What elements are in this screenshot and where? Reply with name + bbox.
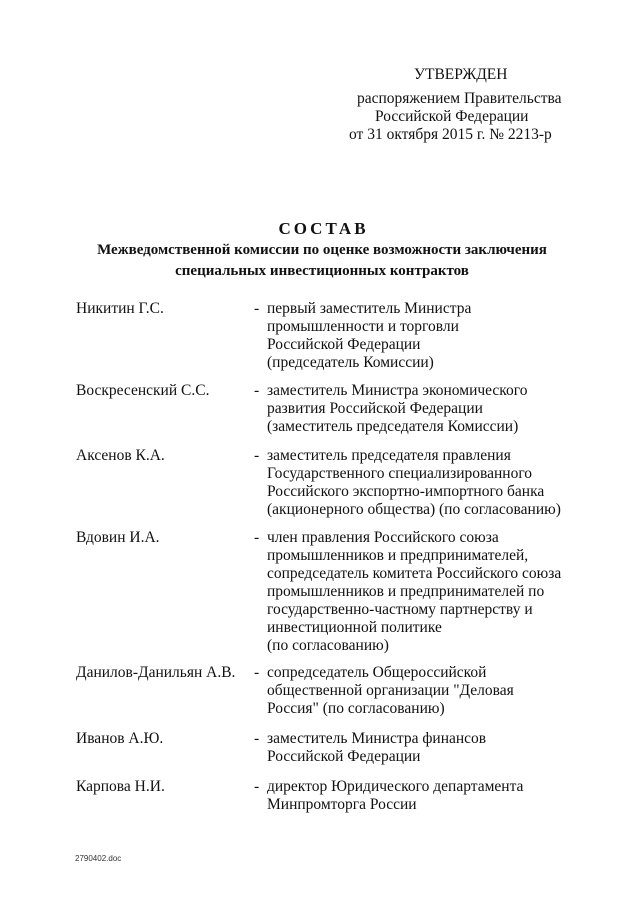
member-role: директор Юридического департамента Минпромторга России bbox=[267, 778, 524, 813]
approval-heading: УТВЕРЖДЕН bbox=[414, 66, 508, 83]
member-name: Воскресенский С.С. bbox=[76, 382, 210, 399]
member-name: Аксенов К.А. bbox=[76, 447, 165, 464]
member-role: заместитель председателя правления Государственного специализированного Российского экспортно-импортного банка (акционерного общества) (по согласованию) bbox=[267, 447, 561, 518]
document-subtitle-line-2: специальных инвестиционных контрактов bbox=[175, 263, 469, 279]
member-separator: - bbox=[254, 778, 260, 795]
member-name: Иванов А.Ю. bbox=[76, 730, 164, 747]
document-title: СОСТАВ bbox=[278, 219, 369, 238]
member-name: Вдовин И.А. bbox=[76, 529, 160, 546]
member-name: Карпова Н.И. bbox=[76, 778, 165, 795]
member-role: член правления Российского союза промышленников и предпринимателей, сопредседатель комитета Российского союза промышленников и предпринимателей по государственно-частному партнерству и инвестиционной политике (по согласованию) bbox=[267, 529, 562, 654]
member-separator: - bbox=[254, 529, 260, 546]
member-separator: - bbox=[254, 447, 260, 464]
member-separator: - bbox=[254, 382, 260, 399]
member-role: заместитель Министра финансов Российской Федерации bbox=[267, 730, 487, 765]
member-separator: - bbox=[254, 730, 260, 747]
approval-line-3: от 31 октября 2015 г. № 2213-р bbox=[349, 126, 552, 143]
member-role: сопредседатель Общероссийской общественной организации "Деловая Россия" (по согласованию) bbox=[267, 664, 514, 717]
member-role: заместитель Министра экономического развития Российской Федерации (заместитель председателя Комиссии) bbox=[267, 382, 528, 435]
file-name-footer: 2790402.doc bbox=[75, 854, 122, 863]
member-separator: - bbox=[254, 664, 260, 681]
document-subtitle-line-1: Межведомственной комиссии по оценке возможности заключения bbox=[97, 242, 547, 258]
member-name: Никитин Г.С. bbox=[76, 300, 164, 317]
document-title-block bbox=[0, 219, 640, 281]
approval-line-1: распоряжением Правительства bbox=[357, 90, 562, 107]
approval-line-2: Российской Федерации bbox=[375, 108, 529, 125]
member-role: первый заместитель Министра промышленности и торговли Российской Федерации (председатель Комиссии) bbox=[267, 300, 472, 371]
member-name: Данилов-Данильян А.В. bbox=[76, 664, 236, 681]
member-separator: - bbox=[254, 300, 260, 317]
